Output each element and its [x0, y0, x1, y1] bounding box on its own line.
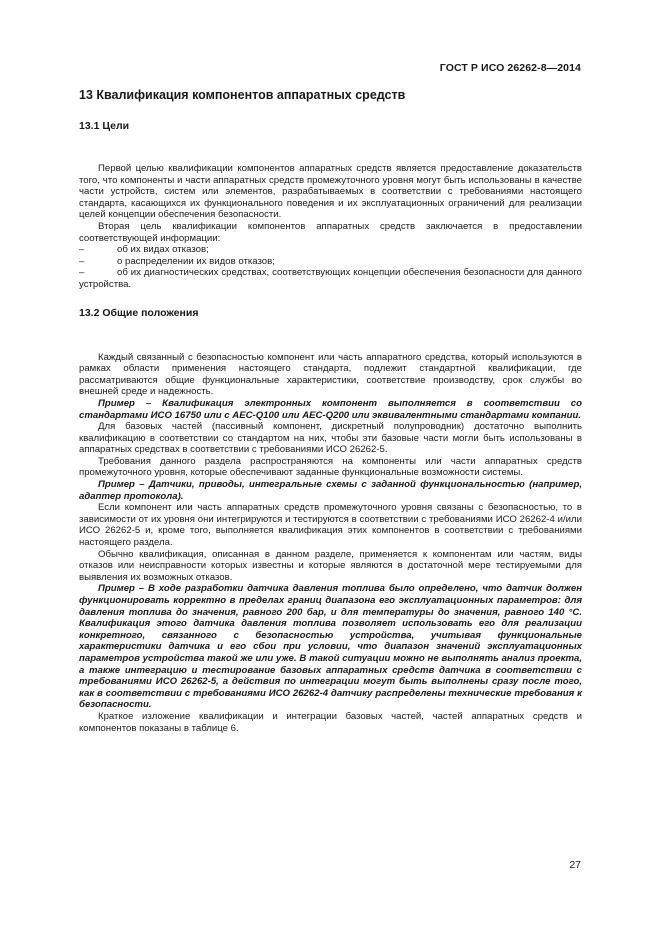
example-note: Пример – В ходе разработки датчика давления топлива было определено, что датчик должен функционировать корректно в пределах границ диапазона его эксплуатационных параметров: для давления топлива до значения, равного 200 бар, и для температуры до значения, равного 140 °С. Квалификация этого датчика давления топлива позволяет использовать его для реализации конкретного, связанного с безопасностью устройства, учитывая функциональные характеристики датчика и его сбои при условии, что диапазон значений эксплуатационных параметров устройства такой же или уже. В такой ситуации можно не выполнять анализ проекта, а также интеграцию и тестирование базовых аппаратных средств датчика в соответствии с требованиями ИСО 26262-5, а действия по интеграции могут быть выполнены сразу после того, как в соответствии с требованиями ИСО 26262-4 датчику распределены технические требования к безопасности.: [79, 583, 582, 711]
list-item-text: о распределении их видов отказов;: [117, 255, 275, 267]
paragraph: Обычно квалификация, описанная в данном разделе, применяется к компонентам или частям, виды отказов или неисправности которых известны и которые являются в достаточной мере тестируемыми для выявления их возможных отказов.: [79, 548, 582, 583]
section-title: 13 Квалификация компонентов аппаратных средств: [79, 88, 406, 102]
list-item: [79, 244, 582, 256]
example-note: Пример – Квалификация электронных компонент выполняется в соответствии со стандартами ИСО 16750 или с AEC-Q100 или AEC-Q200 или эквивалентными стандартами компании.: [79, 397, 582, 421]
list-item: [79, 267, 582, 290]
standard-code: ГОСТ Р ИСО 26262-8—2014: [439, 62, 581, 74]
dash-marker: –: [79, 267, 85, 279]
subsection-title-general: 13.2 Общие положения: [79, 306, 199, 319]
list-item-text: об их видах отказов;: [117, 244, 209, 256]
example-note: Пример – Датчики, приводы, интегральные схемы с заданной функциональностью (например, адаптер протокола).: [79, 479, 582, 502]
list-item-text: об их диагностических средствах, соответствующих концепции обеспечения безопасности для данного устройства.: [79, 267, 582, 290]
paragraph: Каждый связанный с безопасностью компонент или часть аппаратного средства, который используются в рамках области применения настоящего стандарта, подлежит стандартной квалификации, где рассматриваются общие функциональные характеристики, соответствие производству, срок службы во внешней среде и надежность.: [79, 351, 582, 398]
paragraph: Для базовых частей (пассивный компонент, дискретный полупроводник) достаточно выполнить квалификацию в соответствии со стандартом на них, чтобы эти базовые части могли быть использованы в аппаратных средствах в соответствии с требованиями ИСО 26262-5.: [79, 421, 582, 456]
paragraph: Краткое изложение квалификации и интеграции базовых частей, частей аппаратных средств и компонентов показаны в таблице 6.: [79, 710, 582, 734]
paragraph: Требования данного раздела распространяются на компоненты или части аппаратных средств промежуточного уровня, которые обеспечивают заданные функциональные возможности системы.: [79, 455, 582, 479]
list-item: [79, 256, 582, 268]
page-content: [79, 88, 582, 734]
page-number: 27: [569, 859, 581, 871]
paragraph: Если компонент или часть аппаратных средств промежуточного уровня связаны с безопасностью, то в зависимости от их уровня они интегрируются и тестируются в соответствии с требованиями ИСО 26262-4 и/или ИСО 26262-5 и, кроме того, выполняется квалификация этих компонентов в соответствии с требованиями настоящего раздела.: [79, 502, 582, 549]
paragraph: Вторая цель квалификации компонентов аппаратных средств заключается в предоставлении соответствующей информации:: [79, 220, 582, 244]
dash-marker: –: [79, 255, 85, 267]
paragraph: Первой целью квалификации компонентов аппаратных средств является предоставление доказательств того, что компоненты и части аппаратных средств промежуточного уровня могут быть использованы в качестве части устройств, систем или элементов, разрабатываемых в соответствии с требованиями настоящего стандарта, касающихся их функционального поведения и их эксплуатационных ограничений для реализации целей концепции обеспечения безопасности.: [79, 163, 582, 221]
bullet-list: [79, 244, 582, 290]
dash-marker: –: [79, 244, 85, 256]
subsection-title-objectives: 13.1 Цели: [79, 120, 130, 132]
